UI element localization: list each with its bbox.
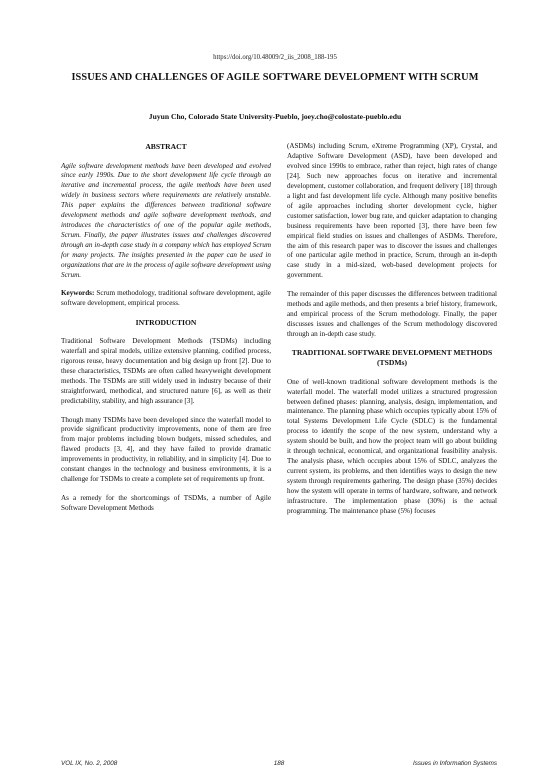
right-paragraph-3: One of well-known traditional software development methods is the waterfall model. The waterfall model utilizes a structured progression between defined phases: planning, analysis, design, implementation, and maintenance. The planning phase which occupies typically about 15% of total Systems Development Life Cycle (SDLC) is the fundamental process to identify the scope of the new system, understand why a system should be built, and how the project team will go about building it through technical, economical, and organizational feasibility analysis. The analysis phase, which occupies about 15% of SDLC, analyzes the current system, its problems, and then identifies ways to design the new system through requirements gathering. The design phase (35%) decides how the system will operate in terms of hardware, software, and network infrastructure. The implementation phase (30%) is the actual programming. The maintenance phase (5%) focuses [287, 377, 497, 515]
author-byline: Juyun Cho, Colorado State University-Pueblo, joey.cho@colostate-pueblo.edu [148, 112, 402, 121]
intro-paragraph-2: Though many TSDMs have been developed since the waterfall model to provide significant productivity improvements, none of them are free from major problems including blown budgets, missed schedules, and flawed products [3, 4], and they have failed to provide dramatic improvements in productivity, in reliability, and in simplicity [4]. Due to constant changes in the technology and business environments, it is a challenge for TSDMs to create a complete set of requirements up front. [61, 415, 271, 484]
introduction-heading: INTRODUCTION [135, 317, 197, 327]
intro-paragraph-3: As a remedy for the shortcomings of TSDMs, a number of Agile Software Development Methods [61, 493, 271, 512]
keywords-text: Scrum methodology, traditional software development, agile software development, empirical process. [61, 289, 271, 308]
abstract-text: Agile software development methods have been developed and evolved since early 1990s. Due to the short development life cycle through an iterative and incremental process, the agile methods have been used widely in business sectors where requirements are relatively unstable. This paper explains the differences between traditional software development methods and agile software development methods, and introduces the characteristics of one of the popular agile methods, Scrum. Finally, the paper illustrates issues and challenges discovered through an in-depth case study in a company which has employed Scrum for many projects. The insights presented in the paper can be used in organizations that are in the process of agile software development using Scrum. [61, 161, 271, 279]
footer-page-number: 188 [273, 760, 285, 767]
keywords-label: Keywords: [61, 289, 95, 298]
left-column [61, 142, 271, 522]
keywords-paragraph [61, 289, 271, 309]
tsdm-heading: TRADITIONAL SOFTWARE DEVELOPMENT METHODS (TSDMs) [291, 348, 493, 368]
paper-title: ISSUES AND CHALLENGES OF AGILE SOFTWARE DEVELOPMENT WITH SCRUM [71, 72, 479, 83]
footer-journal: Issues in Information Systems [413, 760, 497, 767]
right-column [287, 142, 497, 525]
right-paragraph-2: The remainder of this paper discusses the differences between traditional methods and agile methods, and then presents a brief history, framework, and empirical process of the Scrum methodology. Finally, the paper discusses issues and challenges of the Scrum methodology discovered through an in-depth case study. [287, 289, 497, 338]
abstract-heading: ABSTRACT [145, 142, 187, 151]
doi-link[interactable]: https://doi.org/10.48009/2_iis_2008_188-195 [213, 54, 337, 61]
intro-paragraph-1: Traditional Software Development Methods (TSDMs) including waterfall and spiral models, utilize extensive planning, codified process, rigorous reuse, heavy documentation and big design up front [2]. Due to these characteristics, TSDMs are often called heavyweight development methods. The TSDMs are still widely used in industry because of their straightforward, methodical, and structured nature [6], as well as their predictability, stability, and high assurance [3]. [61, 337, 271, 406]
right-paragraph-1: (ASDMs) including Scrum, eXtreme Programming (XP), Crystal, and Adaptive Software Development (ASD), have been developed and evolved since 1990s to embrace, rather than reject, high rates of change [24]. Such new approaches focus on iterative and incremental development, customer collaboration, and frequent delivery [18] through a light and fast development life cycle. Although many positive benefits of agile approaches including shorter development cycle, higher customer satisfaction, lower bug rate, and quicker adaptation to changing business requirements have been reported [3], there have been few empirical field studies on issues and challenges of ASDMs. Therefore, the aim of this research paper was to discover the issues and challenges of one particular agile method in practice, Scrum, through an in-depth case study in a mid-sized, web-based development projects for government. [287, 142, 497, 280]
footer-volume: VOL IX, No. 2, 2008 [61, 760, 118, 767]
